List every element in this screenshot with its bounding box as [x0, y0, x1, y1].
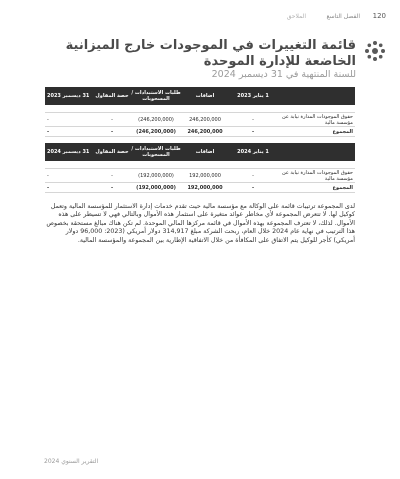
page-subtitle: للسنة المنتهية في 31 ديسمبر 2024: [211, 69, 356, 80]
cell: -: [252, 116, 254, 123]
cell: -: [110, 128, 114, 135]
table-row: [45, 113, 355, 127]
total-row: [45, 127, 355, 137]
cell: -: [111, 172, 113, 179]
col-header: 1 يناير 2023: [237, 93, 269, 99]
company-logo-icon: [364, 40, 386, 62]
cell: (192,000,000): [138, 172, 174, 179]
cell: (192,000,000): [136, 184, 176, 191]
cell: -: [110, 184, 114, 191]
cell: 192,000,000: [189, 172, 221, 179]
cell: -: [252, 172, 254, 179]
page-title: قائمة التغييرات في الموجودات خارج الميزانية الخاضعة للإدارة الموحدة: [65, 38, 356, 69]
row-label: حقوق الموجودات المدارة نيابة عن مؤسسة مالية: [282, 169, 353, 182]
cell: 246,200,000: [189, 116, 221, 123]
cell: 246,200,000: [187, 128, 223, 135]
cell: 192,000,000: [187, 184, 223, 191]
cell: -: [251, 184, 255, 191]
cell: -: [111, 116, 113, 123]
col-header: حصة المقاول: [95, 93, 129, 99]
cell: -: [47, 172, 49, 179]
page-number: 120: [372, 12, 386, 20]
row-label: المجموع: [332, 128, 353, 135]
cell: (246,200,000): [138, 116, 174, 123]
col-header: طلبات الاستبدادات / المسحوبات: [131, 90, 181, 102]
table-header: [45, 143, 355, 161]
col-header: اضافات: [195, 149, 215, 155]
page-header: [14, 12, 386, 24]
total-row: [45, 183, 355, 193]
table-2024: [45, 143, 355, 193]
cell: -: [251, 128, 255, 135]
col-header: 1 يناير 2024: [237, 149, 269, 155]
cell: -: [47, 116, 49, 123]
table-2023: [45, 87, 355, 137]
col-header: اضافات: [195, 93, 215, 99]
col-header: طلبات الاستبدادات / المسحوبات: [131, 146, 181, 158]
cell: -: [47, 128, 50, 135]
row-label: المجموع: [332, 184, 353, 191]
table-row: [45, 169, 355, 183]
col-header: حصة المقاول: [95, 149, 129, 155]
col-header: 31 ديسمبر 2023: [47, 93, 90, 99]
footer-report-title: التقرير السنوي 2024: [44, 458, 99, 465]
col-header: 31 ديسمبر 2024: [47, 149, 90, 155]
chapter-label: الفصل التاسع: [326, 13, 360, 20]
body-paragraph: لدى المجموعة ترتيبات قائمة على الوكالة مع مؤسسة مالية حيث تقدم خدمات إدارة الاستثمار للمؤسسة المالية وتعمل كوكيل لها. لا تتعرض المجموعة لأي مخاطر عوائد متغيرة على استثمار هذه الأموال وبالتالي فهي لا تسيطر على هذه الأموال. لذلك، لا تعترف المجموعة بهذه الأموال في قائمة مركزها المالي الموحدة. لم تكن هناك مبالغ مستحقة بخصوص هذا الترتيب في نهاية عام 2024 خلال العام، ربحت الشركة مبلغ 314,917 دولار أمريكي (2023: 96,000 دولار أمريكي) كأجر للوكيل يتم الاتفاق على المكافأة من خلال الاتفاقية الإطارية بين المجموعة والمؤسسة المالية.: [46, 203, 355, 244]
spacer-row: [45, 105, 355, 113]
cell: (246,200,000): [136, 128, 176, 135]
cell: -: [47, 184, 50, 191]
section-label: الملاحق: [286, 13, 306, 20]
row-label: حقوق الموجودات المدارة نيابة عن مؤسسة مالية: [282, 113, 353, 126]
table-header: [45, 87, 355, 105]
spacer-row: [45, 161, 355, 169]
